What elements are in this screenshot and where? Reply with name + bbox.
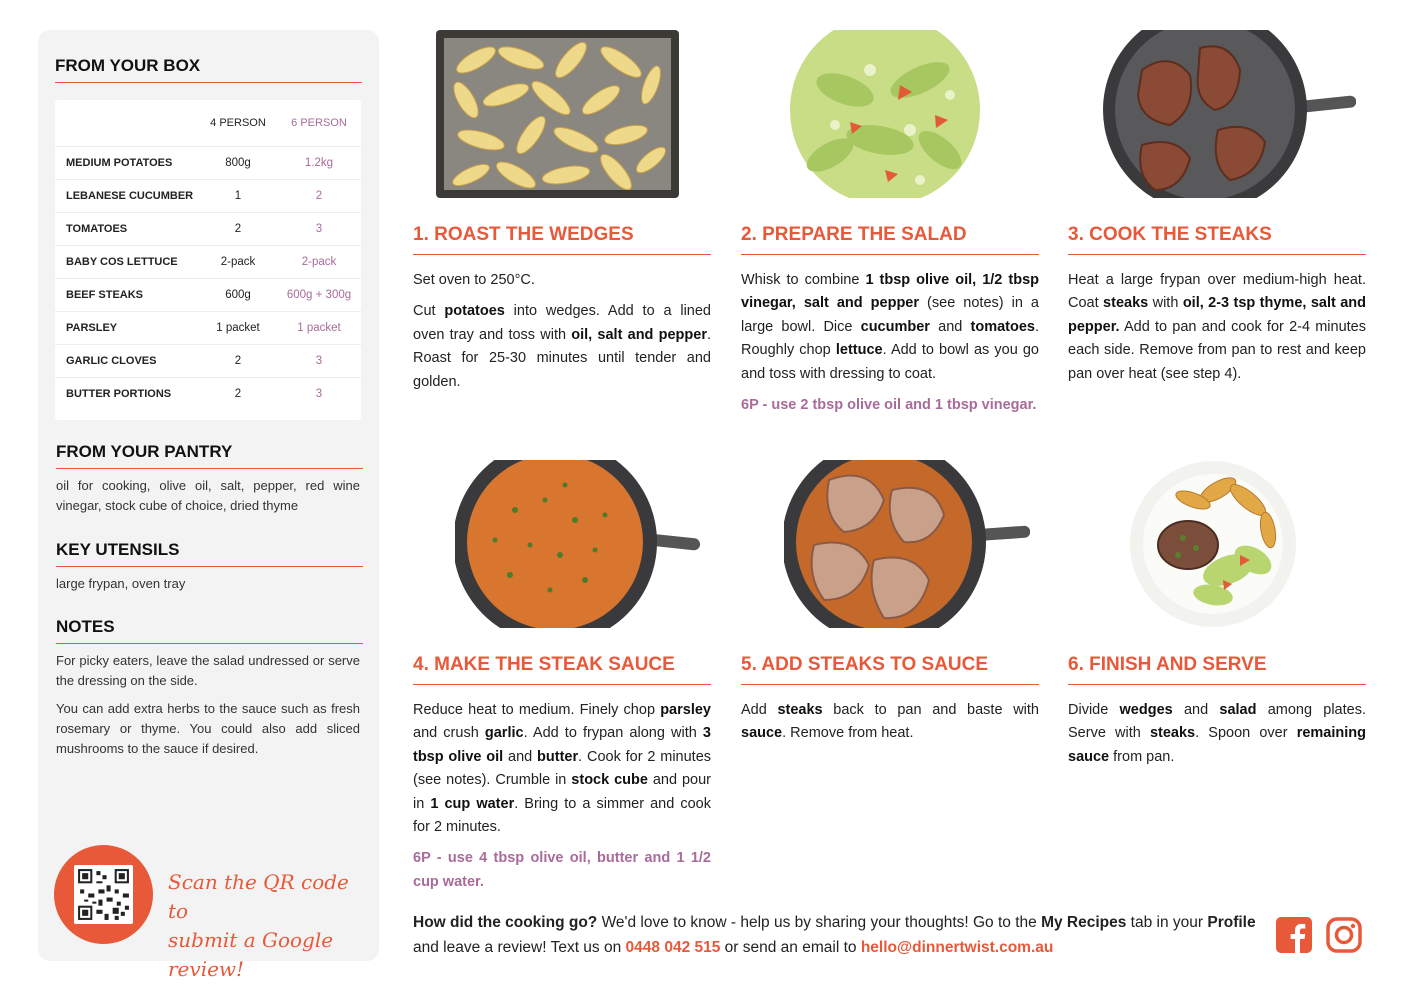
notes-heading: NOTES [56,617,363,644]
step-2-body [741,269,1039,417]
salad-bowl-photo [790,30,980,203]
step-1-para-1: Set oven to 250°C. [413,272,535,288]
ingredients-table [55,100,361,420]
qty-6-person: 600g + 300g [277,279,361,312]
ingredient-row [55,180,361,213]
ingredients-sidebar [38,30,379,981]
header-6-person: 6 PERSON [291,117,347,129]
ingredient-row [55,147,361,180]
qty-4-person: 2 [199,213,277,246]
qty-6-person: 3 [277,213,361,246]
box-heading: FROM YOUR BOX [55,56,362,83]
ingredient-name: GARLIC CLOVES [55,345,199,378]
qty-4-person: 1 [199,180,277,213]
instagram-icon[interactable] [1326,917,1362,958]
step-4-body [413,699,711,894]
step-4-para-1: Reduce heat to medium. Finely chop parsley and crush garlic. Add to frypan along with 3 tbsp olive oil and butter. Cook for 2 minutes (see notes). Crumble in stock cube and pour in 1 cup water. Bring to a simmer and cook for 2 minutes. [413,702,712,836]
step-3-title: 3. COOK THE STEAKS [1068,224,1366,255]
ingredient-name: TOMATOES [55,213,199,246]
ingredient-row [55,312,361,345]
ingredient-name: BABY COS LETTUCE [55,246,199,279]
qty-6-person: 1.2kg [277,147,361,180]
step-2 [741,224,1039,425]
step-3-body [1068,269,1366,386]
qty-4-person: 800g [199,147,277,180]
step-3-para-1: Heat a large frypan over medium-high heat. Coat steaks with oil, 2-3 tsp thyme, salt and pepper. Add to pan and cook for 2-4 minutes each side. Remove from pan to rest and keep pan over heat (see step 4). [1068,272,1366,382]
step-4-title: 4. MAKE THE STEAK SAUCE [413,654,711,685]
qr-code-icon[interactable] [74,865,133,924]
step-6-para-1: Divide wedges and salad among plates. Serve with steaks. Spoon over remaining sauce from pan. [1068,702,1366,765]
wedges-tray-photo [436,30,679,203]
note-2: You can add extra herbs to the sauce such as fresh rosemary or thyme. You could also add sliced mushrooms to the sauce if desired. [56,701,360,756]
qty-4-person: 2 [199,345,277,378]
utensils-text: large frypan, oven tray [56,576,186,591]
ingredient-name: LEBANESE CUCUMBER [55,180,199,213]
qty-6-person: 2 [277,180,361,213]
qr-badge[interactable] [54,845,153,944]
ingredient-row [55,378,361,411]
qty-6-person: 2-pack [277,246,361,279]
ingredient-name: MEDIUM POTATOES [55,147,199,180]
pantry-text: oil for cooking, olive oil, salt, pepper, red wine vinegar, stock cube of choice, dried thyme [56,478,360,513]
facebook-icon[interactable] [1276,917,1312,958]
feedback-footer: How did the cooking go? We'd love to know - help us by sharing your thoughts! Go to the My Recipes tab in your Profile and leave a review! Text us on 0448 042 515 or send an email to hello@dinnertwist.com.au [413,914,1256,956]
step-2-six-person-note: 6P - use 2 tbsp olive oil and 1 tbsp vinegar. [741,397,1037,414]
footer-question: How did the cooking go? [413,914,598,931]
notes-text [56,651,360,767]
qty-4-person: 2 [199,378,277,411]
utensils-heading: KEY UTENSILS [56,540,363,567]
phone-link[interactable]: 0448 042 515 [625,939,721,956]
header-4-person: 4 PERSON [210,117,266,129]
step-5 [741,654,1039,754]
plated-meal-photo [1128,460,1298,633]
step-2-title: 2. PREPARE THE SALAD [741,224,1039,255]
qty-6-person: 3 [277,378,361,411]
qty-6-person: 3 [277,345,361,378]
my-recipes-link[interactable]: My Recipes [1041,914,1127,931]
qty-4-person: 2-pack [199,246,277,279]
step-6-title: 6. FINISH AND SERVE [1068,654,1366,685]
step-1-para-2: Cut potatoes into wedges. Add to a lined oven tray and toss with oil, salt and pepper. Roast for 25-30 minutes until tender and golden. [413,303,711,390]
step-1 [413,224,711,402]
ingredient-row [55,213,361,246]
step-5-para-1: Add steaks back to pan and baste with sauce. Remove from heat. [741,702,1039,742]
step-1-title: 1. ROAST THE WEDGES [413,224,711,255]
qty-6-person: 1 packet [277,312,361,345]
qr-caption-line-2: submit a Google review! [168,928,334,981]
qty-4-person: 600g [199,279,277,312]
sauce-frypan-photo [455,460,701,633]
ingredient-name: BEEF STEAKS [55,279,199,312]
pantry-heading: FROM YOUR PANTRY [56,442,363,469]
step-5-body [741,699,1039,746]
ingredient-row [55,345,361,378]
step-5-title: 5. ADD STEAKS TO SAUCE [741,654,1039,685]
note-1: For picky eaters, leave the salad undressed or serve the dressing on the side. [56,653,360,688]
step-4-six-person-note: 6P - use 4 tbsp olive oil, butter and 1 1/2 cup water. [413,850,711,890]
profile-link[interactable]: Profile [1207,914,1256,931]
step-4 [413,654,711,902]
qty-4-person: 1 packet [199,312,277,345]
email-link[interactable]: hello@dinnertwist.com.au [860,939,1054,956]
ingredient-row [55,246,361,279]
steaks-in-sauce-photo [784,460,1030,633]
step-3 [1068,224,1366,394]
frypan-steaks-photo [1100,30,1356,203]
step-1-body [413,269,711,394]
qr-caption [168,868,368,984]
step-6 [1068,654,1366,777]
qr-caption-line-1: Scan the QR code to [168,870,349,923]
ingredient-row [55,279,361,312]
step-6-body [1068,699,1366,769]
step-2-para-1: Whisk to combine 1 tbsp olive oil, 1/2 tbsp vinegar, salt and pepper (see notes) in a large bowl. Dice cucumber and tomatoes. Roughly chop lettuce. Add to bowl as you go and toss with dressing to coat. [741,272,1040,382]
ingredient-name: BUTTER PORTIONS [55,378,199,411]
ingredient-name: PARSLEY [55,312,199,345]
